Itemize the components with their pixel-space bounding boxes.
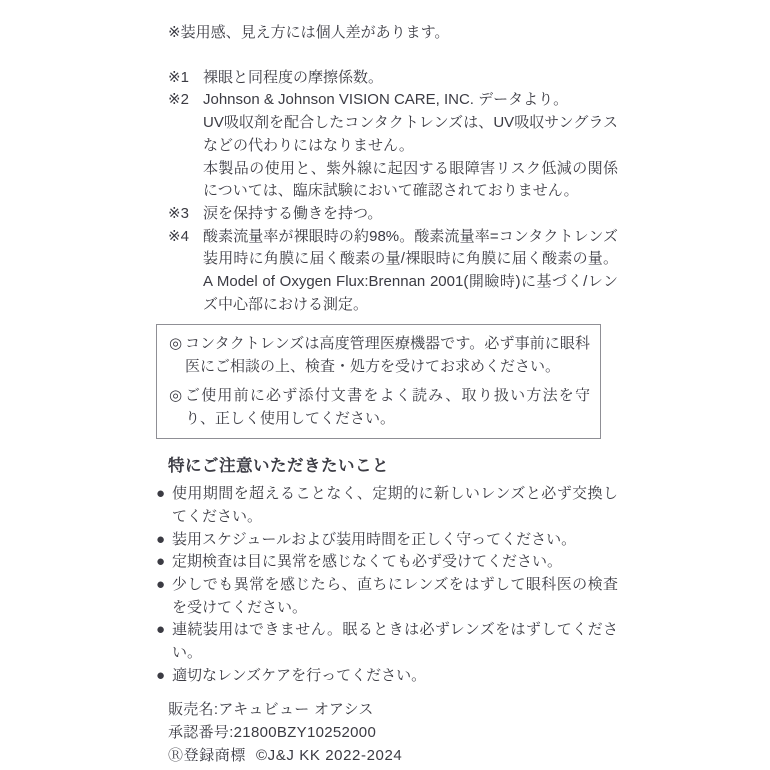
footnote-item-1 bbox=[168, 67, 618, 90]
caution-text: 装用スケジュールおよび装用時間を正しく守ってください。 bbox=[172, 530, 577, 548]
footnote-body bbox=[203, 67, 618, 90]
footer-approval-number: 承認番号:21800BZY10252000 bbox=[168, 723, 377, 741]
footnote-marker: ※2 bbox=[168, 91, 189, 109]
footnote-item-3 bbox=[168, 203, 618, 226]
footnote-marker: ※1 bbox=[168, 68, 189, 86]
footer bbox=[168, 698, 618, 768]
notice-box bbox=[156, 324, 601, 439]
footnote-body bbox=[203, 89, 618, 203]
caution-item-1 bbox=[156, 483, 618, 528]
footer-product-name: 販売名:アキュビュー オアシス bbox=[168, 700, 374, 718]
notice-text: コンタクトレンズは高度管理医療機器です。必ず事前に眼科医にご相談の上、検査・処方を受けてお求めください。 bbox=[185, 335, 590, 376]
bullet-marker: ● bbox=[156, 576, 166, 594]
double-circle-marker: ◎ bbox=[169, 386, 183, 404]
caution-item-6 bbox=[156, 665, 618, 688]
registered-trademark-text: Ⓡ登録商標 bbox=[168, 746, 247, 764]
caution-list bbox=[156, 483, 618, 687]
caution-heading: 特にご注意いただきたいこと bbox=[168, 457, 389, 476]
footnote-line: 裸眼と同程度の摩擦係数。 bbox=[203, 68, 384, 86]
bullet-marker: ● bbox=[156, 621, 166, 639]
notice-item-2 bbox=[169, 385, 590, 430]
product-info-sheet bbox=[156, 22, 618, 767]
double-circle-marker: ◎ bbox=[169, 335, 183, 353]
bullet-marker: ● bbox=[156, 485, 166, 503]
footer-trademark bbox=[168, 744, 618, 767]
caution-item-3 bbox=[156, 551, 618, 574]
bullet-marker: ● bbox=[156, 666, 166, 684]
footnote-line: Johnson & Johnson VISION CARE, INC. データより。 bbox=[203, 91, 569, 109]
caution-text: 連続装用はできません。眠るときは必ずレンズをはずしてください。 bbox=[172, 621, 618, 662]
footnote-item-2 bbox=[168, 89, 618, 203]
footnote-body bbox=[203, 226, 618, 317]
footnote-list bbox=[168, 67, 618, 317]
caution-item-2 bbox=[156, 529, 618, 552]
footnote-marker: ※4 bbox=[168, 227, 189, 245]
notice-text: ご使用前に必ず添付文書をよく読み、取り扱い方法を守り、正しく使用してください。 bbox=[185, 386, 590, 427]
bullet-marker: ● bbox=[156, 553, 166, 571]
caution-text: 適切なレンズケアを行ってください。 bbox=[172, 666, 427, 684]
footnote-body bbox=[203, 203, 618, 226]
footnote-line: 酸素流量率が裸眼時の約98%。酸素流量率=コンタクトレンズ装用時に角膜に届く酸素の量/裸眼時に角膜に届く酸素の量。A Model of Oxygen Flux:Brennan 2001(開瞼時)に基づく/レンズ中心部における測定。 bbox=[203, 227, 618, 313]
footnote-line: 涙を保持する働きを持つ。 bbox=[203, 204, 383, 222]
caution-text: 少しでも異常を感じたら、直ちにレンズをはずして眼科医の検査を受けてください。 bbox=[172, 576, 618, 616]
caution-text: 定期検査は目に異常を感じなくても必ず受けてください。 bbox=[172, 553, 563, 571]
copyright-text: ©J&J KK 2022-2024 bbox=[256, 746, 403, 764]
footnote-item-4 bbox=[168, 226, 618, 317]
bullet-marker: ● bbox=[156, 530, 166, 548]
general-note: ※装用感、見え方には個人差があります。 bbox=[168, 24, 450, 41]
caution-item-4 bbox=[156, 574, 618, 619]
caution-text: 使用期間を超えることなく、定期的に新しいレンズと必ず交換してください。 bbox=[172, 485, 618, 525]
footnote-line: 本製品の使用と、紫外線に起因する眼障害リスク低減の関係については、臨床試験において確認されておりません。 bbox=[203, 159, 618, 200]
caution-item-5 bbox=[156, 619, 618, 664]
footnote-line: UV吸収剤を配合したコンタクトレンズは、UV吸収サングラスなどの代わりにはなりません。 bbox=[203, 114, 618, 154]
footnote-marker: ※3 bbox=[168, 204, 189, 222]
notice-item-1 bbox=[169, 333, 590, 378]
